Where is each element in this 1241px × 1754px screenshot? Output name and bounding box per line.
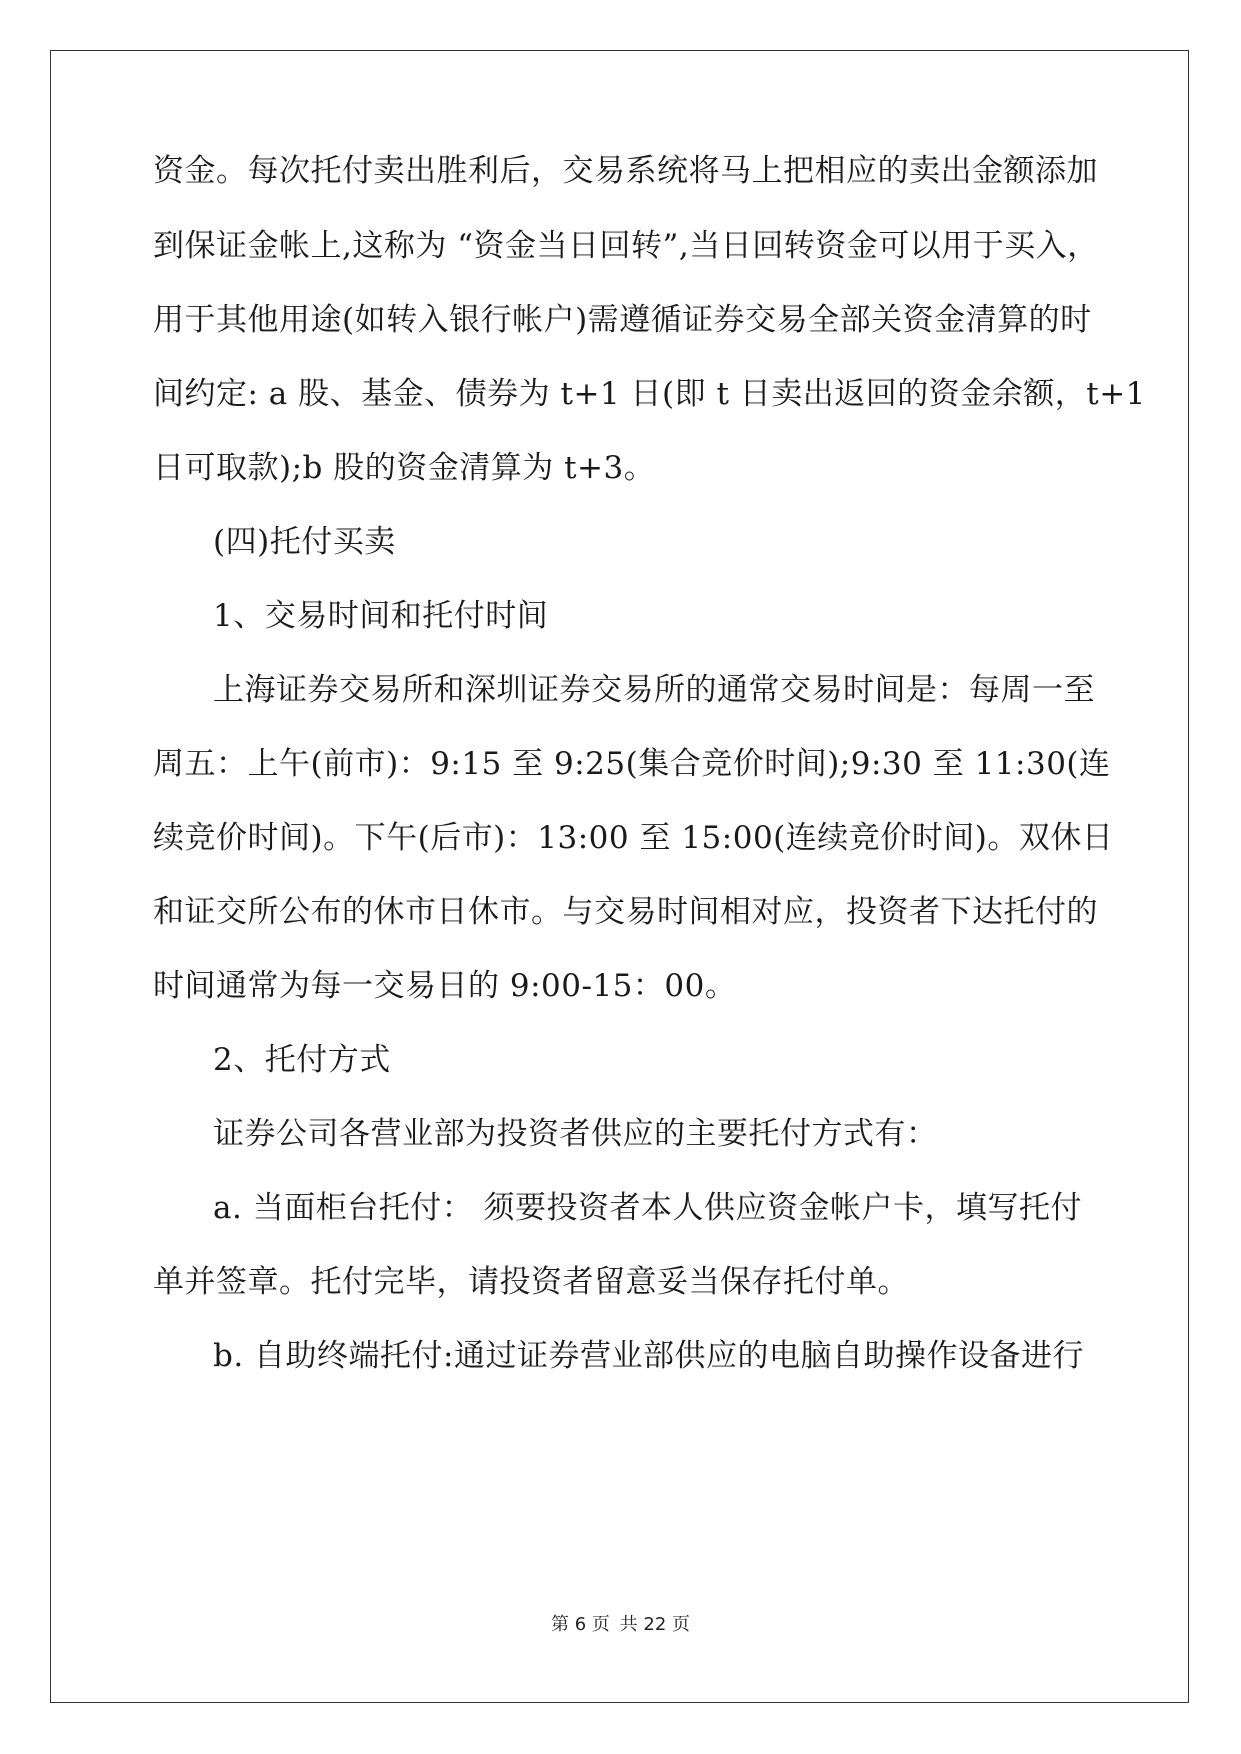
paragraph-line: 日可取款);b 股的资金清算为 t+3。 [153, 450, 656, 486]
paragraph-line: 证券公司各营业部为投资者供应的主要托付方式有： [213, 1116, 938, 1152]
paragraph-line: 续竞价时间)。下午(后市)：13:00 至 15:00(连续竞价时间)。双休日 [153, 820, 1114, 856]
page-number: 第 6 页 [551, 1614, 610, 1635]
list-item: a. 当面柜台托付： 须要投资者本人供应资金帐户卡，填写托付 [213, 1190, 1083, 1226]
subsection-heading: 1、交易时间和托付时间 [213, 598, 549, 634]
list-item: b. 自助终端托付:通过证券营业部供应的电脑自助操作设备进行 [213, 1338, 1084, 1374]
paragraph-line: 资金。每次托付卖出胜利后，交易系统将马上把相应的卖出金额添加 [153, 153, 1098, 189]
paragraph-line: 时间通常为每一交易日的 9:00-15：00。 [153, 968, 737, 1004]
paragraph-line: 到保证金帐上,这称为 “资金当日回转”,当日回转资金可以用于买入， [153, 228, 1099, 264]
paragraph-line: 单并签章。托付完毕，请投资者留意妥当保存托付单。 [153, 1264, 909, 1300]
paragraph-line: 周五：上午(前市)：9:15 至 9:25(集合竞价时间);9:30 至 11:30(连 [153, 746, 1111, 782]
paragraph-line: 间约定: a 股、基金、债券为 t+1 日(即 t 日卖出返回的资金余额，t+1 [153, 376, 1146, 412]
section-heading: (四)托付买卖 [213, 524, 396, 560]
page-border [50, 50, 1189, 1703]
page-total: 共 22 页 [619, 1614, 690, 1635]
paragraph-line: 和证交所公布的休市日休市。与交易时间相对应，投资者下达托付的 [153, 894, 1098, 930]
paragraph-line: 用于其他用途(如转入银行帐户)需遵循证券交易全部关资金清算的时 [153, 302, 1092, 338]
paragraph-line: 上海证券交易所和深圳证券交易所的通常交易时间是：每周一至 [213, 672, 1095, 708]
subsection-heading: 2、托付方式 [213, 1042, 391, 1078]
page-footer [0, 1610, 1241, 1636]
